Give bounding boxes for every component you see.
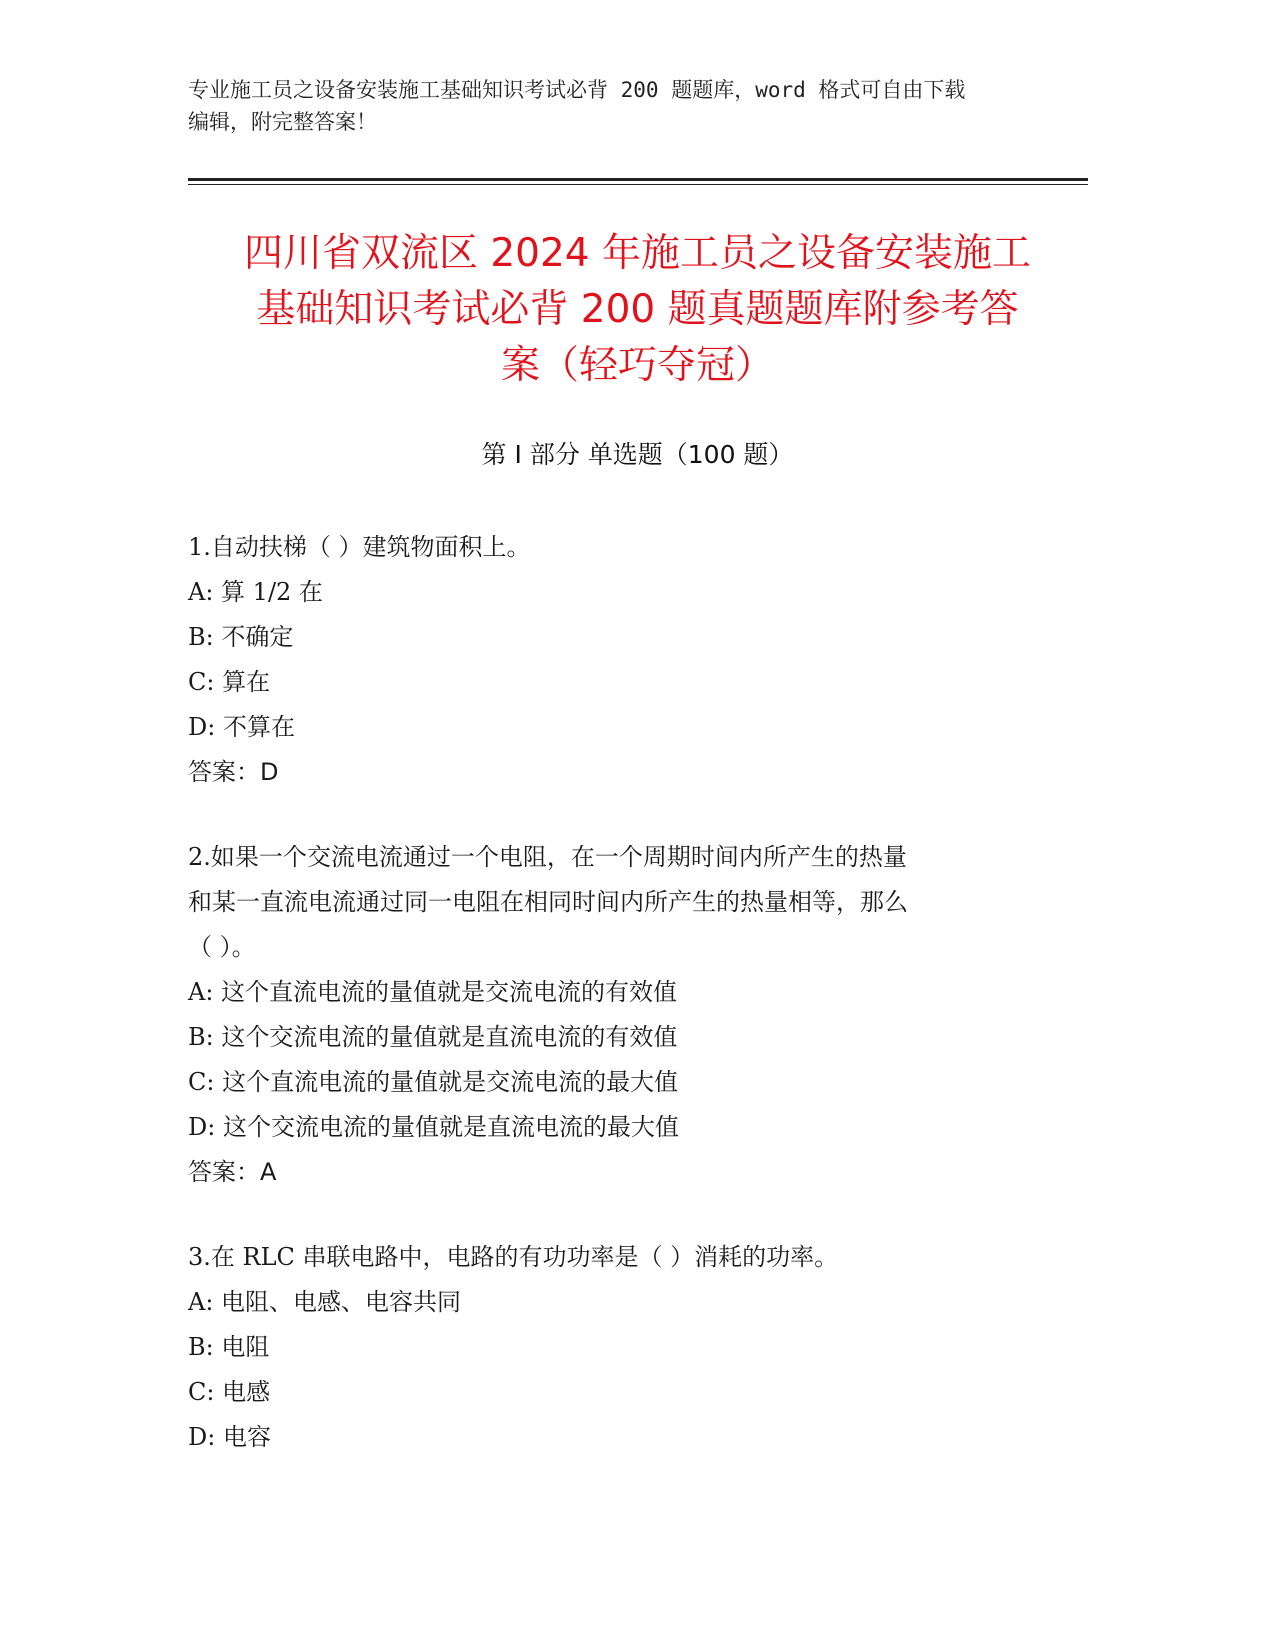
option-a: A: 电阻、电感、电容共同 bbox=[188, 1288, 462, 1316]
section-heading: 第 I 部分 单选题（100 题） bbox=[481, 440, 794, 469]
header-divider-thin bbox=[188, 184, 1088, 185]
option-c: C: 这个直流电流的量值就是交流电流的最大值 bbox=[188, 1068, 679, 1096]
option-b: B: 电阻 bbox=[188, 1333, 270, 1361]
option-b: B: 这个交流电流的量值就是直流电流的有效值 bbox=[188, 1023, 678, 1051]
title-line-3: 案（轻巧夺冠） bbox=[500, 343, 774, 388]
option-c: C: 算在 bbox=[188, 668, 271, 696]
header-divider-thick bbox=[188, 178, 1088, 181]
question-stem: 1.自动扶梯（ ）建筑物面积上。 bbox=[188, 533, 531, 561]
answer-line: 答案：D bbox=[188, 758, 279, 786]
answer-line: 答案：A bbox=[188, 1158, 277, 1186]
document-title bbox=[180, 226, 1095, 394]
option-a: A: 算 1/2 在 bbox=[188, 578, 323, 606]
option-d: D: 这个交流电流的量值就是直流电流的最大值 bbox=[188, 1113, 679, 1141]
option-c: C: 电感 bbox=[188, 1378, 271, 1406]
title-line-1: 四川省双流区 2024 年施工员之设备安装施工 bbox=[243, 231, 1032, 276]
option-a: A: 这个直流电流的量值就是交流电流的有效值 bbox=[188, 978, 678, 1006]
question-stem-line-2: 和某一直流电流通过同一电阻在相同时间内所产生的热量相等，那么 bbox=[188, 888, 908, 916]
question-list bbox=[188, 525, 1068, 1500]
option-b: B: 不确定 bbox=[188, 623, 294, 651]
question-stem: 3.在 RLC 串联电路中，电路的有功功率是（ ）消耗的功率。 bbox=[188, 1243, 839, 1271]
question-stem-line-3: （ ）。 bbox=[188, 933, 256, 961]
question-stem-line-1: 2.如果一个交流电流通过一个电阻，在一个周期时间内所产生的热量 bbox=[188, 843, 907, 871]
option-d: D: 不算在 bbox=[188, 713, 295, 741]
header-note-line-1: 专业施工员之设备安装施工基础知识考试必背 200 题题库，word 格式可自由下载 bbox=[188, 78, 966, 102]
question-3 bbox=[188, 1235, 1068, 1460]
question-2 bbox=[188, 835, 1068, 1195]
header-note bbox=[188, 74, 1068, 138]
title-line-2: 基础知识考试必背 200 题真题题库附参考答 bbox=[256, 287, 1019, 332]
header-note-line-2: 编辑，附完整答案！ bbox=[188, 110, 377, 134]
question-1 bbox=[188, 525, 1068, 795]
option-d: D: 电容 bbox=[188, 1423, 271, 1451]
